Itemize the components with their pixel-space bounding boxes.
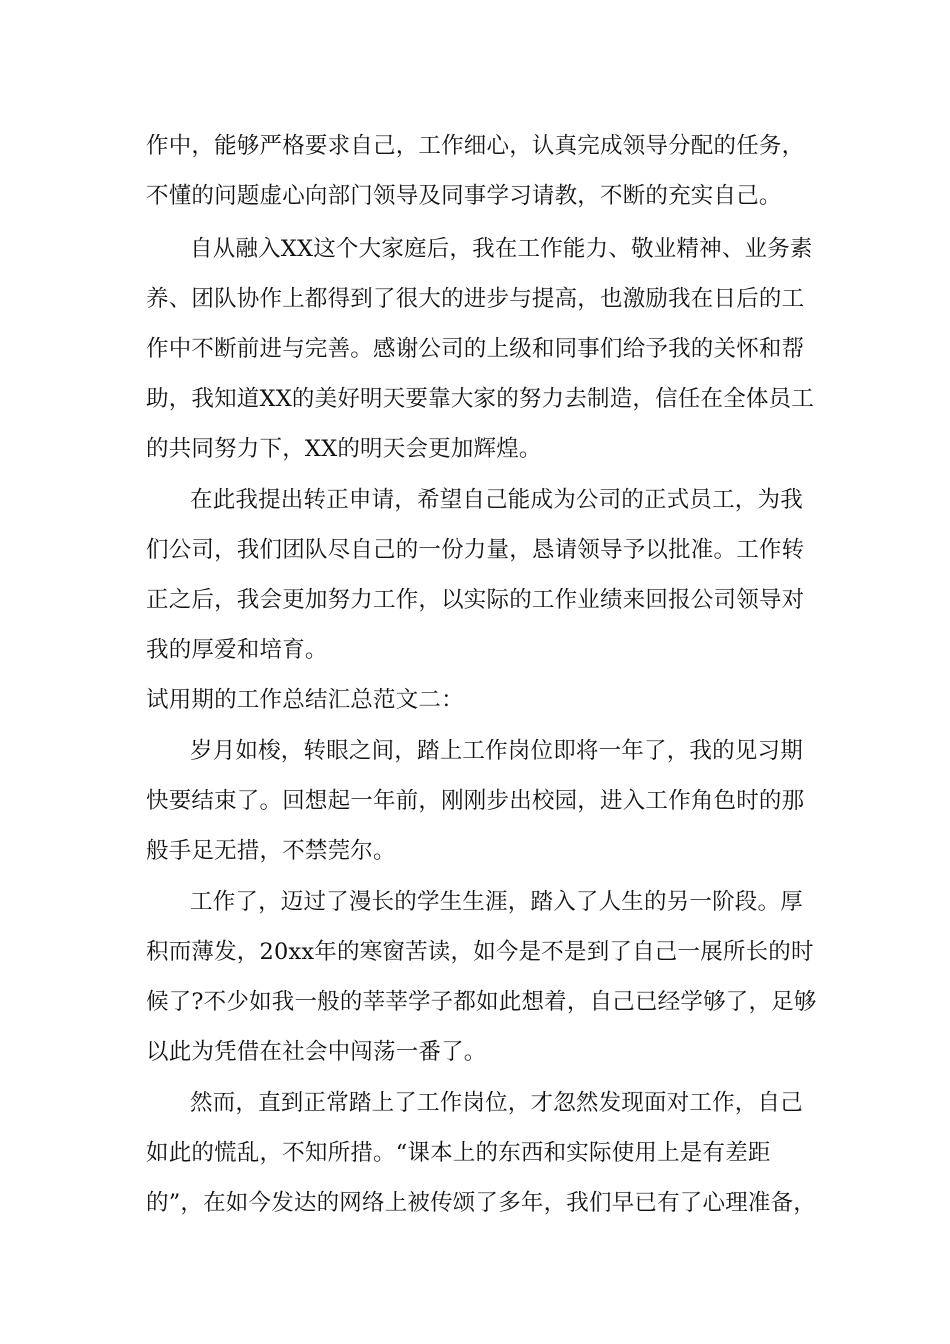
paragraph-line: 养、团队协作上都得到了很大的进步与提高，也激励我在日后的工 xyxy=(146,286,805,312)
paragraph-line: 自从融入XX这个大家庭后，我在工作能力、敬业精神、业务素 xyxy=(190,236,813,262)
paragraph-line: 候了?不少如我一般的莘莘学子都如此想着，自己已经学够了，足够 xyxy=(146,989,817,1015)
paragraph-line: 如此的慌乱，不知所措。“课本上的东西和实际使用上是有差距 xyxy=(146,1140,771,1166)
section-heading: 试用期的工作总结汇总范文二： xyxy=(146,687,464,713)
paragraph-line: 正之后，我会更加努力工作，以实际的工作业绩来回报公司领导对 xyxy=(146,587,805,613)
paragraph-line: 不懂的问题虚心向部门领导及同事学习请教，不断的充实自己。 xyxy=(146,183,782,209)
paragraph-line: 的”，在如今发达的网络上被传颂了多年，我们早已有了心理准备， xyxy=(146,1190,817,1216)
paragraph-line: 工作了，迈过了漫长的学生生涯，踏入了人生的另一阶段。厚 xyxy=(190,889,803,915)
paragraph-line: 在此我提出转正申请，希望自己能成为公司的正式员工，为我 xyxy=(190,487,803,513)
paragraph-line: 我的厚爱和培育。 xyxy=(146,637,328,663)
paragraph-line: 的共同努力下，XX的明天会更加辉煌。 xyxy=(146,436,542,462)
paragraph-line: 助，我知道XX的美好明天要靠大家的努力去制造，信任在全体员工 xyxy=(146,386,815,412)
paragraph-line: 快要结束了。回想起一年前，刚刚步出校园，进入工作角色时的那 xyxy=(146,788,805,814)
paragraph-line: 然而，直到正常踏上了工作岗位，才忽然发现面对工作，自己 xyxy=(190,1090,803,1116)
paragraph-line: 们公司，我们团队尽自己的一份力量，恳请领导予以批准。工作转 xyxy=(146,537,805,563)
paragraph-line: 以此为凭借在社会中闯荡一番了。 xyxy=(146,1039,487,1065)
paragraph-line: 般手足无措，不禁莞尔。 xyxy=(146,838,396,864)
paragraph-line: 作中，能够严格要求自己，工作细心，认真完成领导分配的任务， xyxy=(146,133,805,159)
paragraph-line: 岁月如梭，转眼之间，踏上工作岗位即将一年了，我的见习期 xyxy=(190,738,803,764)
paragraph-line: 积而薄发，20xx年的寒窗苦读，如今是不是到了自己一展所长的时 xyxy=(146,939,814,965)
paragraph-line: 作中不断前进与完善。感谢公司的上级和同事们给予我的关怀和帮 xyxy=(146,336,805,362)
